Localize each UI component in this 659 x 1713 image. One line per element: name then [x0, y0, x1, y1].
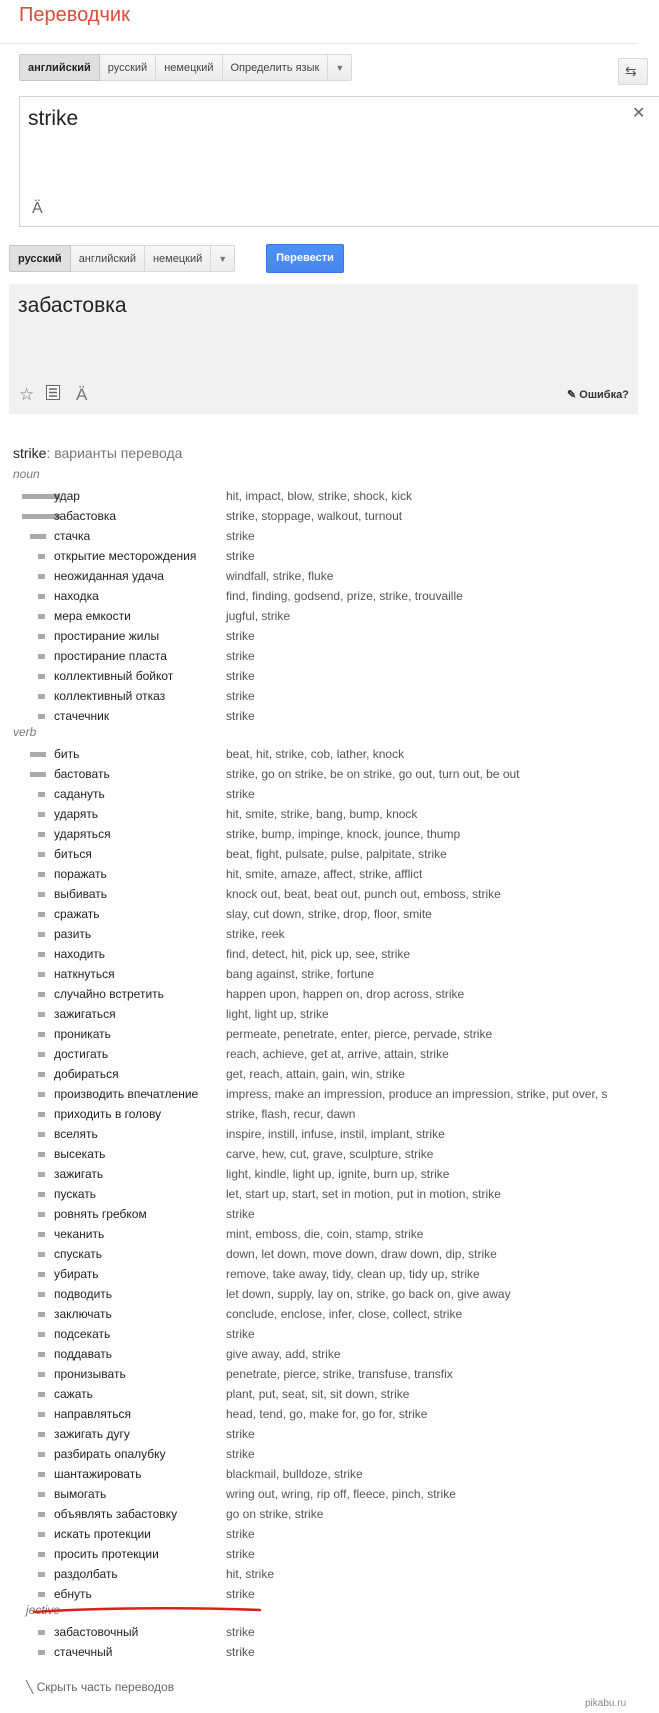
translation-term[interactable]: наткнуться [54, 967, 115, 981]
source-lang-english[interactable]: английский [19, 54, 100, 81]
translation-term[interactable]: находить [54, 947, 106, 961]
translation-term[interactable]: ударять [54, 807, 99, 821]
frequency-bar [38, 1312, 45, 1317]
translation-row [0, 785, 638, 805]
translation-term[interactable]: бастовать [54, 767, 110, 781]
translation-term[interactable]: ударяться [54, 827, 111, 841]
target-lang-dropdown[interactable] [211, 245, 235, 272]
top-bar [0, 0, 638, 44]
collapse-icon: ╲ [26, 1680, 34, 1694]
part-of-speech-label: jective [26, 1603, 61, 1617]
translation-term[interactable]: забастовочный [54, 1625, 139, 1639]
translation-term[interactable]: пронизывать [54, 1367, 126, 1381]
translation-term[interactable]: просить протекции [54, 1547, 159, 1561]
translation-term[interactable]: проникать [54, 1027, 111, 1041]
frequency-bar [38, 1472, 45, 1477]
translation-row [0, 1325, 638, 1345]
source-text[interactable]: strike [28, 107, 79, 130]
translation-row [0, 765, 638, 785]
frequency-bar [38, 1332, 45, 1337]
frequency-bar [38, 972, 45, 977]
translation-row [0, 1565, 638, 1585]
reverse-translations: beat, fight, pulsate, pulse, palpitate, strike [226, 847, 447, 861]
frequency-bar [38, 812, 45, 817]
translation-row [0, 1085, 638, 1105]
frequency-bar [38, 1072, 45, 1077]
translation-row [0, 1385, 638, 1405]
frequency-bar [38, 1392, 45, 1397]
reverse-translations: happen upon, happen on, drop across, strike [226, 987, 465, 1001]
reverse-translations: jugful, strike [226, 609, 291, 623]
reverse-translations: find, finding, godsend, prize, strike, trouvaille [226, 589, 463, 603]
frequency-bar [38, 792, 45, 797]
frequency-bar [38, 1172, 45, 1177]
reverse-translations: strike [226, 649, 255, 663]
watermark: pikabu.ru [585, 1698, 627, 1709]
reverse-translations: down, let down, move down, draw down, dip, strike [226, 1247, 497, 1261]
translation-term[interactable]: производить впечатление [54, 1087, 199, 1101]
translation-term[interactable]: стачечный [54, 1645, 113, 1659]
translation-row [0, 1345, 638, 1365]
translation-term[interactable]: разбирать опалубку [54, 1447, 166, 1461]
reverse-translations: mint, emboss, die, coin, stamp, strike [226, 1227, 424, 1241]
virtual-keyboard-icon[interactable]: Ä [76, 385, 88, 404]
translation-row [0, 1365, 638, 1385]
translation-row [0, 1105, 638, 1125]
translation-row [0, 1623, 638, 1643]
translation-term[interactable]: подводить [54, 1287, 113, 1301]
frequency-bar [38, 1532, 45, 1537]
frequency-bar [38, 912, 45, 917]
translation-row [0, 1545, 638, 1565]
frequency-bar [38, 1132, 45, 1137]
reverse-translations: penetrate, pierce, strike, transfuse, transfix [226, 1367, 453, 1381]
target-lang-bar [9, 245, 235, 272]
frequency-bar [38, 1012, 45, 1017]
frequency-bar [38, 1512, 45, 1517]
frequency-bar [38, 614, 45, 619]
reverse-translations: strike, go on strike, be on strike, go out, turn out, be out [226, 767, 520, 781]
reverse-translations: strike [226, 529, 255, 543]
translation-term[interactable]: находка [54, 589, 99, 603]
translation-row [0, 985, 638, 1005]
frequency-bar [38, 1232, 45, 1237]
frequency-bar [38, 694, 45, 699]
translation-row [0, 1005, 638, 1025]
translation-row [0, 567, 638, 587]
frequency-bar [38, 1492, 45, 1497]
translation-row [0, 1285, 638, 1305]
reverse-translations: light, light up, strike [226, 1007, 329, 1021]
frequency-bar [38, 1352, 45, 1357]
reverse-translations: hit, smite, strike, bang, bump, knock [226, 807, 418, 821]
clear-icon[interactable]: ✕ [632, 105, 646, 122]
frequency-bar [38, 1052, 45, 1057]
frequency-bar [30, 772, 46, 777]
reverse-translations: remove, take away, tidy, clean up, tidy up, strike [226, 1267, 480, 1281]
translation-row [0, 1405, 638, 1425]
translation-term[interactable]: добираться [54, 1067, 119, 1081]
reverse-translations: strike, flash, recur, dawn [226, 1107, 356, 1121]
frequency-bar [38, 872, 45, 877]
frequency-bar [38, 992, 45, 997]
translation-term[interactable]: заключать [54, 1307, 112, 1321]
translation-term[interactable]: удар [54, 489, 80, 503]
translation-row [0, 1485, 638, 1505]
reverse-translations: strike [226, 1527, 255, 1541]
translation-row [0, 1045, 638, 1065]
translation-term[interactable]: открытие месторождения [54, 549, 197, 563]
target-lang-english[interactable]: английский [71, 245, 145, 272]
reverse-translations: strike [226, 1427, 255, 1441]
translation-row [0, 1185, 638, 1205]
reverse-translations: strike [226, 709, 255, 723]
translation-row [0, 1525, 638, 1545]
frequency-bar [38, 1650, 45, 1655]
frequency-bar [38, 1630, 45, 1635]
reverse-translations: plant, put, seat, sit, sit down, strike [226, 1387, 410, 1401]
report-error-link[interactable] [567, 388, 629, 401]
reverse-translations: head, tend, go, make for, go for, strike [226, 1407, 428, 1421]
reverse-translations: strike [226, 669, 255, 683]
translation-term[interactable]: вселять [54, 1127, 98, 1141]
translation-term[interactable]: бить [54, 747, 80, 761]
virtual-keyboard-icon[interactable]: Ä [32, 200, 43, 217]
reverse-translations: strike [226, 1587, 255, 1601]
source-lang-german[interactable]: немецкий [156, 54, 222, 81]
frequency-bar [30, 752, 46, 757]
translation-row [0, 845, 638, 865]
report-error-label: Ошибка? [579, 389, 629, 401]
translation-term[interactable]: неожиданная удача [54, 569, 164, 583]
translation-term[interactable]: зажигать [54, 1167, 104, 1181]
reverse-translations: find, detect, hit, pick up, see, strike [226, 947, 411, 961]
frequency-bar [38, 554, 45, 559]
pencil-icon: ✎ [567, 389, 577, 401]
translation-term[interactable]: убирать [54, 1267, 99, 1281]
reverse-translations: strike [226, 549, 255, 563]
part-of-speech-label: verb [13, 725, 37, 739]
target-lang-german[interactable]: немецкий [145, 245, 211, 272]
translation-row [0, 1125, 638, 1145]
reverse-translations: strike [226, 1447, 255, 1461]
red-underline-mark [32, 1606, 262, 1616]
reverse-translations: impress, make an impression, produce an impression, strike, put over, s [226, 1087, 608, 1101]
translation-row [0, 707, 638, 727]
frequency-bar [38, 654, 45, 659]
translation-row [0, 1505, 638, 1525]
reverse-translations: hit, smite, amaze, affect, strike, afflict [226, 867, 423, 881]
translation-term[interactable]: поддавать [54, 1347, 112, 1361]
document-icon[interactable] [46, 385, 60, 405]
translation-row [0, 1445, 638, 1465]
translation-term[interactable]: садануть [54, 787, 105, 801]
translation-term[interactable]: направляться [54, 1407, 131, 1421]
reverse-translations: wring out, wring, rip off, fleece, pinch, strike [226, 1487, 456, 1501]
translation-row [0, 1265, 638, 1285]
reverse-translations: inspire, instill, infuse, instil, implant, strike [226, 1127, 445, 1141]
translation-term[interactable]: пускать [54, 1187, 97, 1201]
translation-term[interactable]: шантажировать [54, 1467, 142, 1481]
chevron-down-icon: ▼ [218, 254, 228, 264]
translation-term[interactable]: мера емкости [54, 609, 131, 623]
reverse-translations: strike [226, 1547, 255, 1561]
swap-languages-button[interactable] [618, 58, 648, 85]
translation-row [0, 945, 638, 965]
translation-row [0, 487, 638, 507]
frequency-bar [38, 952, 45, 957]
translation-term[interactable]: чеканить [54, 1227, 105, 1241]
frequency-bar [38, 1452, 45, 1457]
translation-row [0, 627, 638, 647]
translation-row [0, 1643, 638, 1663]
frequency-bar [38, 574, 45, 579]
hide-translations-label: Скрыть часть переводов [36, 1680, 175, 1694]
translation-term[interactable]: простирание пласта [54, 649, 167, 663]
frequency-bar [38, 674, 45, 679]
frequency-bar [38, 892, 45, 897]
dictionary-word: strike [13, 445, 47, 461]
translation-row [0, 1225, 638, 1245]
reverse-translations: windfall, strike, fluke [226, 569, 334, 583]
frequency-bar [38, 714, 45, 719]
frequency-bar [38, 852, 45, 857]
reverse-translations: slay, cut down, strike, drop, floor, smite [226, 907, 432, 921]
reverse-translations: hit, strike [226, 1567, 275, 1581]
frequency-bar [38, 1212, 45, 1217]
translation-row [0, 1065, 638, 1085]
translation-term[interactable]: спускать [54, 1247, 103, 1261]
frequency-bar [38, 932, 45, 937]
translate-button[interactable]: Перевести [266, 244, 344, 273]
translation-term[interactable]: сражать [54, 907, 100, 921]
translation-row [0, 667, 638, 687]
source-text-box[interactable] [19, 96, 659, 227]
translation-term[interactable]: поражать [54, 867, 107, 881]
frequency-bar [38, 1092, 45, 1097]
frequency-bar [38, 1252, 45, 1257]
reverse-translations: give away, add, strike [226, 1347, 341, 1361]
reverse-translations: strike, reek [226, 927, 285, 941]
reverse-translations: strike [226, 787, 255, 801]
frequency-bar [38, 1572, 45, 1577]
reverse-translations: go on strike, strike [226, 1507, 324, 1521]
frequency-bar [38, 1272, 45, 1277]
translation-row [0, 865, 638, 885]
reverse-translations: knock out, beat, beat out, punch out, emboss, strike [226, 887, 501, 901]
translation-row [0, 687, 638, 707]
reverse-translations: strike [226, 689, 255, 703]
frequency-bar [38, 1412, 45, 1417]
frequency-bar [38, 1592, 45, 1597]
translation-term[interactable]: простирание жилы [54, 629, 160, 643]
translation-row [0, 745, 638, 765]
translation-term[interactable]: искать протекции [54, 1527, 151, 1541]
translation-term[interactable]: ровнять гребком [54, 1207, 147, 1221]
swap-icon: ⇆ [625, 63, 637, 79]
reverse-translations: strike, bump, impinge, knock, jounce, thump [226, 827, 461, 841]
frequency-bar [38, 1432, 45, 1437]
app-title[interactable]: Переводчик [19, 4, 130, 26]
translation-row [0, 1245, 638, 1265]
dictionary-header-suffix: : варианты перевода [46, 445, 183, 461]
frequency-bar [38, 1372, 45, 1377]
translation-row [0, 527, 638, 547]
translation-row [0, 1305, 638, 1325]
translation-term[interactable]: коллективный бойкот [54, 669, 174, 683]
hide-translations-link[interactable] [26, 1680, 174, 1694]
dictionary-header [13, 445, 182, 461]
translation-row [0, 547, 638, 567]
frequency-bar [38, 1192, 45, 1197]
translation-term[interactable]: подсекать [54, 1327, 111, 1341]
translation-row [0, 805, 638, 825]
reverse-translations: strike [226, 1207, 255, 1221]
source-lang-russian[interactable]: русский [100, 54, 156, 81]
translation-term[interactable]: зажигать дугу [54, 1427, 130, 1441]
reverse-translations: let, start up, start, set in motion, put in motion, strike [226, 1187, 501, 1201]
translation-row [0, 587, 638, 607]
translation-term[interactable]: сажать [54, 1387, 93, 1401]
translation-row [0, 607, 638, 627]
translation-term[interactable]: достигать [54, 1047, 109, 1061]
frequency-bar [38, 594, 45, 599]
translation-term[interactable]: зажигаться [54, 1007, 116, 1021]
reverse-translations: permeate, penetrate, enter, pierce, pervade, strike [226, 1027, 493, 1041]
source-lang-dropdown[interactable] [328, 54, 352, 81]
source-lang-bar [19, 54, 352, 81]
reverse-translations: carve, hew, cut, grave, sculpture, strike [226, 1147, 434, 1161]
reverse-translations: strike [226, 1327, 255, 1341]
translation-term[interactable]: стачечник [54, 709, 110, 723]
frequency-bar [38, 1112, 45, 1117]
reverse-translations: conclude, enclose, infer, close, collect, strike [226, 1307, 463, 1321]
translation-row [0, 1585, 638, 1605]
frequency-bar [38, 1152, 45, 1157]
reverse-translations: bang against, strike, fortune [226, 967, 375, 981]
frequency-bar [38, 1292, 45, 1297]
result-text: забастовка [18, 294, 127, 317]
chevron-down-icon: ▼ [335, 63, 345, 73]
reverse-translations: reach, achieve, get at, arrive, attain, strike [226, 1047, 449, 1061]
reverse-translations: blackmail, bulldoze, strike [226, 1467, 363, 1481]
translation-row [0, 885, 638, 905]
reverse-translations: get, reach, attain, gain, win, strike [226, 1067, 405, 1081]
reverse-translations: strike [226, 629, 255, 643]
translation-row [0, 1425, 638, 1445]
target-lang-russian[interactable]: русский [9, 245, 71, 272]
translation-row [0, 1165, 638, 1185]
translation-row [0, 1025, 638, 1045]
reverse-translations: beat, hit, strike, cob, lather, knock [226, 747, 405, 761]
frequency-bar [38, 1032, 45, 1037]
translation-row [0, 1465, 638, 1485]
translation-row [0, 965, 638, 985]
translation-row [0, 1205, 638, 1225]
reverse-translations: hit, impact, blow, strike, shock, kick [226, 489, 413, 503]
translation-row [0, 905, 638, 925]
frequency-bar [30, 534, 46, 539]
reverse-translations: strike, stoppage, walkout, turnout [226, 509, 403, 523]
translation-term[interactable]: коллективный отказ [54, 689, 166, 703]
translation-term[interactable]: ебнуть [54, 1587, 92, 1601]
part-of-speech-label: noun [13, 467, 40, 481]
translation-row [0, 1145, 638, 1165]
frequency-bar [38, 832, 45, 837]
translation-term[interactable]: биться [54, 847, 92, 861]
reverse-translations: strike [226, 1645, 255, 1659]
translation-term[interactable]: вымогать [54, 1487, 107, 1501]
frequency-bar [38, 634, 45, 639]
translation-row [0, 925, 638, 945]
reverse-translations: let down, supply, lay on, strike, go back on, give away [226, 1287, 511, 1301]
translation-term[interactable]: забастовка [54, 509, 117, 523]
translation-term[interactable]: раздолбать [54, 1567, 118, 1581]
translation-row [0, 507, 638, 527]
translation-row [0, 647, 638, 667]
translation-term[interactable]: разить [54, 927, 92, 941]
frequency-bar [38, 1552, 45, 1557]
result-box [9, 284, 638, 414]
translation-row [0, 825, 638, 845]
translation-term[interactable]: высекать [54, 1147, 106, 1161]
star-icon[interactable]: ☆ [19, 385, 35, 404]
reverse-translations: light, kindle, light up, ignite, burn up, strike [226, 1167, 450, 1181]
translation-term[interactable]: случайно встретить [54, 987, 164, 1001]
translation-term[interactable]: стачка [54, 529, 91, 543]
translation-term[interactable]: выбивать [54, 887, 107, 901]
translation-term[interactable]: объявлять забастовку [54, 1507, 178, 1521]
source-lang-detect[interactable]: Определить язык [223, 54, 329, 81]
reverse-translations: strike [226, 1625, 255, 1639]
translation-term[interactable]: приходить в голову [54, 1107, 162, 1121]
